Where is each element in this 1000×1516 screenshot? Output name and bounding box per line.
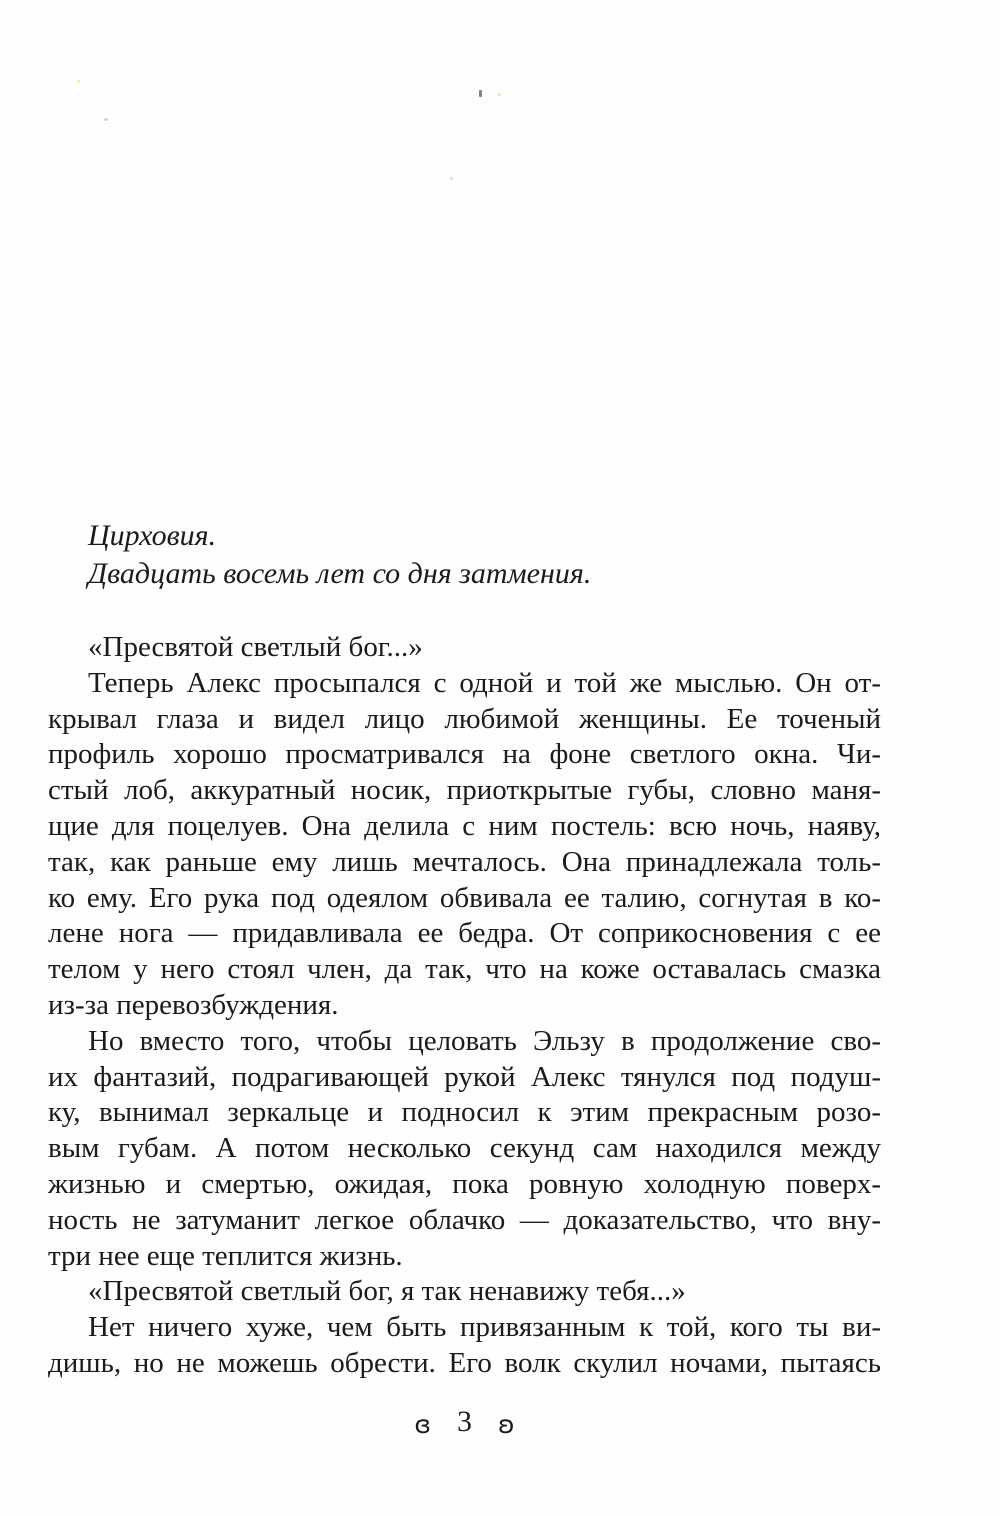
text-line: из-за перевозбуждения. — [48, 988, 339, 1021]
scan-speck — [479, 90, 482, 97]
text-line: профиль хорошо просматривался на фоне светлого окна. Чи- — [48, 738, 881, 771]
scan-speck — [450, 177, 453, 180]
text-line: жизнью и смертью, ожидая, пока ровную холодную поверх- — [48, 1167, 881, 1200]
text-line: стый лоб, аккуратный носик, приоткрытые губы, словно маня- — [48, 774, 881, 807]
text-line: телом у него стоял член, да так, что на коже оставалась смазка — [48, 953, 881, 986]
text-line: лене нога — придавливала ее бедра. От соприкосновения с ее — [48, 917, 881, 950]
page-number: 3 — [457, 1405, 472, 1438]
text-line: Но вместо того, чтобы целовать Эльзу в продолжение сво- — [88, 1024, 881, 1057]
text-line: три нее еще теплится жизнь. — [48, 1239, 403, 1272]
scan-speck — [104, 118, 108, 121]
scan-speck — [77, 80, 80, 83]
text-line: их фантазий, подрагивающей рукой Алекс тянулся под подуш- — [48, 1060, 881, 1093]
text-line: ку, вынимал зеркальце и подносил к этим прекрасным розо- — [48, 1096, 881, 1129]
body-text — [48, 630, 881, 1382]
fleuron-right-icon: ʚ — [498, 1409, 515, 1439]
chapter-epigraph — [48, 517, 881, 593]
text-line: «Пресвятой светлый бог, я так ненавижу тебя...» — [88, 1275, 686, 1308]
text-line: Теперь Алекс просыпался с одной и той же мыслью. Он от- — [88, 666, 881, 699]
text-line: вым губам. А потом несколько секунд сам находился между — [48, 1132, 881, 1165]
text-line: щие для поцелуев. Она делила с ним постель: всю ночь, наяву, — [48, 809, 881, 842]
text-line: дишь, но не можешь обрести. Его волк скулил ночами, пытаясь — [48, 1346, 881, 1379]
text-line: ко ему. Его рука под одеялом обвивала ее талию, согнутая в ко- — [48, 881, 881, 914]
text-line: Нет ничего хуже, чем быть привязанным к той, кого ты ви- — [88, 1311, 881, 1344]
page-footer — [48, 1404, 881, 1440]
scan-speck — [498, 93, 501, 96]
text-line: «Пресвятой светлый бог...» — [88, 631, 423, 663]
text-line: так, как раньше ему лишь мечталось. Она принадлежала толь- — [48, 845, 881, 878]
fleuron-left-icon: ɞ — [414, 1409, 431, 1439]
epigraph-line-1: Цирховия. — [88, 519, 217, 552]
epigraph-line-2: Двадцать восемь лет со дня затмения. — [88, 557, 592, 590]
text-line: крывал глаза и видел лицо любимой женщины. Ее точеный — [48, 702, 881, 735]
text-line: ность не затуманит легкое облачко — доказательство, что вну- — [48, 1203, 881, 1236]
